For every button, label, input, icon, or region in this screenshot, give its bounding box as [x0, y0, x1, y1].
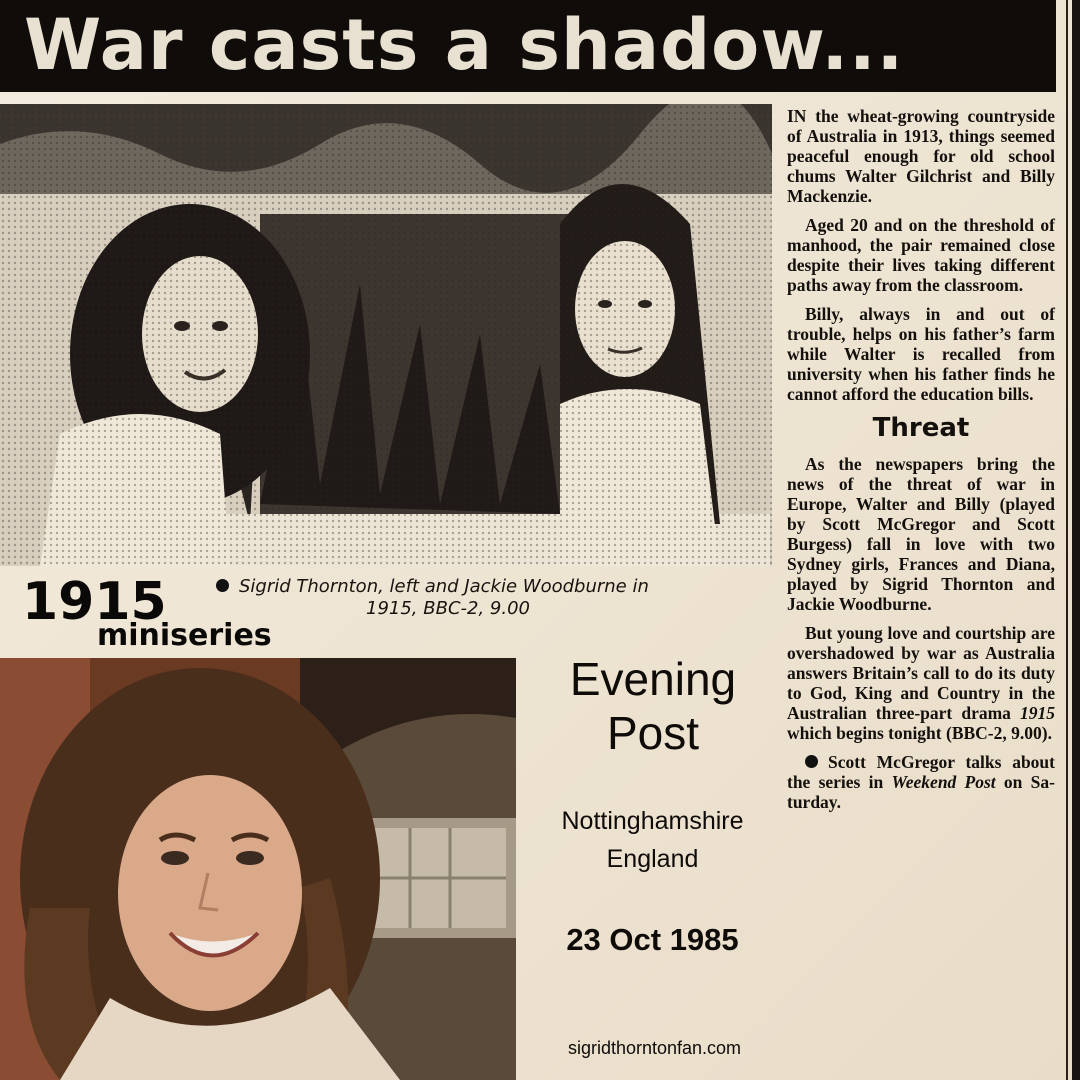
article-paragraph — [787, 623, 1055, 743]
paper-name-line2: Post — [606, 707, 700, 759]
article-paragraph — [787, 752, 1055, 812]
bullet-icon — [805, 755, 818, 768]
paper-region: Nottinghamshire — [561, 807, 744, 835]
color-photo — [0, 658, 516, 1080]
caption-line2: 1915, BBC-2, 9.00 — [366, 598, 530, 619]
page-edge — [1072, 0, 1080, 1080]
article-text: which begins tonight (BBC-2, 9.00). — [787, 723, 1052, 743]
column-rule — [1066, 0, 1068, 1080]
article-italic: Weekend Post — [891, 772, 996, 792]
article-text: Scott McGregor talks about the series in — [787, 752, 1055, 792]
article-paragraph: As the newspapers bring the news of the threat of war in Europe, Walter and Billy (played by Scott McGregor and Scott Burgess) fall in love with two Sydney girls, Frances and Diana, played by Sigrid Thornton and Jackie Woodburne. — [787, 454, 1055, 614]
paper-location — [520, 802, 785, 878]
overlay-title: 1915 — [22, 572, 167, 632]
article-text: But young love and courtship are overshadowed by war as Australia answers Britain’s call to do its duty to God, King and Country in the Australian three-part drama — [787, 623, 1055, 723]
website-credit: sigridthorntonfan.com — [567, 1038, 742, 1058]
article-paragraph: Billy, always in and out of trouble, helps on his father’s farm while Walter is recalled from university when his father finds he cannot afford the education bills. — [787, 304, 1055, 404]
photo-caption — [216, 576, 756, 620]
newspaper-photo — [0, 104, 772, 566]
headline: War casts a shadow... — [24, 4, 905, 86]
article-body — [787, 106, 1055, 821]
paper-name — [528, 652, 778, 760]
article-italic: 1915 — [1020, 703, 1055, 723]
caption-line1: Sigrid Thornton, left and Jackie Woodburne in — [239, 576, 649, 597]
headline-bar — [0, 0, 1056, 92]
paper-name-line1: Evening — [569, 653, 737, 705]
article-paragraph: IN the wheat-growing countryside of Australia in 1913, things seemed peaceful enough for old school chums Walter Gilchrist and Billy Mackenzie. — [787, 106, 1055, 206]
paper-date: 23 Oct 1985 — [566, 922, 739, 957]
bullet-icon — [216, 579, 229, 592]
article-paragraph: Aged 20 and on the threshold of manhood, the pair remained close despite their lives taking different paths away from the classroom. — [787, 215, 1055, 295]
article-subhead: Threat — [872, 413, 970, 443]
article-text: on Saturday. — [787, 772, 1055, 812]
overlay-subtitle: miniseries — [97, 618, 272, 653]
paper-country: England — [606, 845, 699, 873]
